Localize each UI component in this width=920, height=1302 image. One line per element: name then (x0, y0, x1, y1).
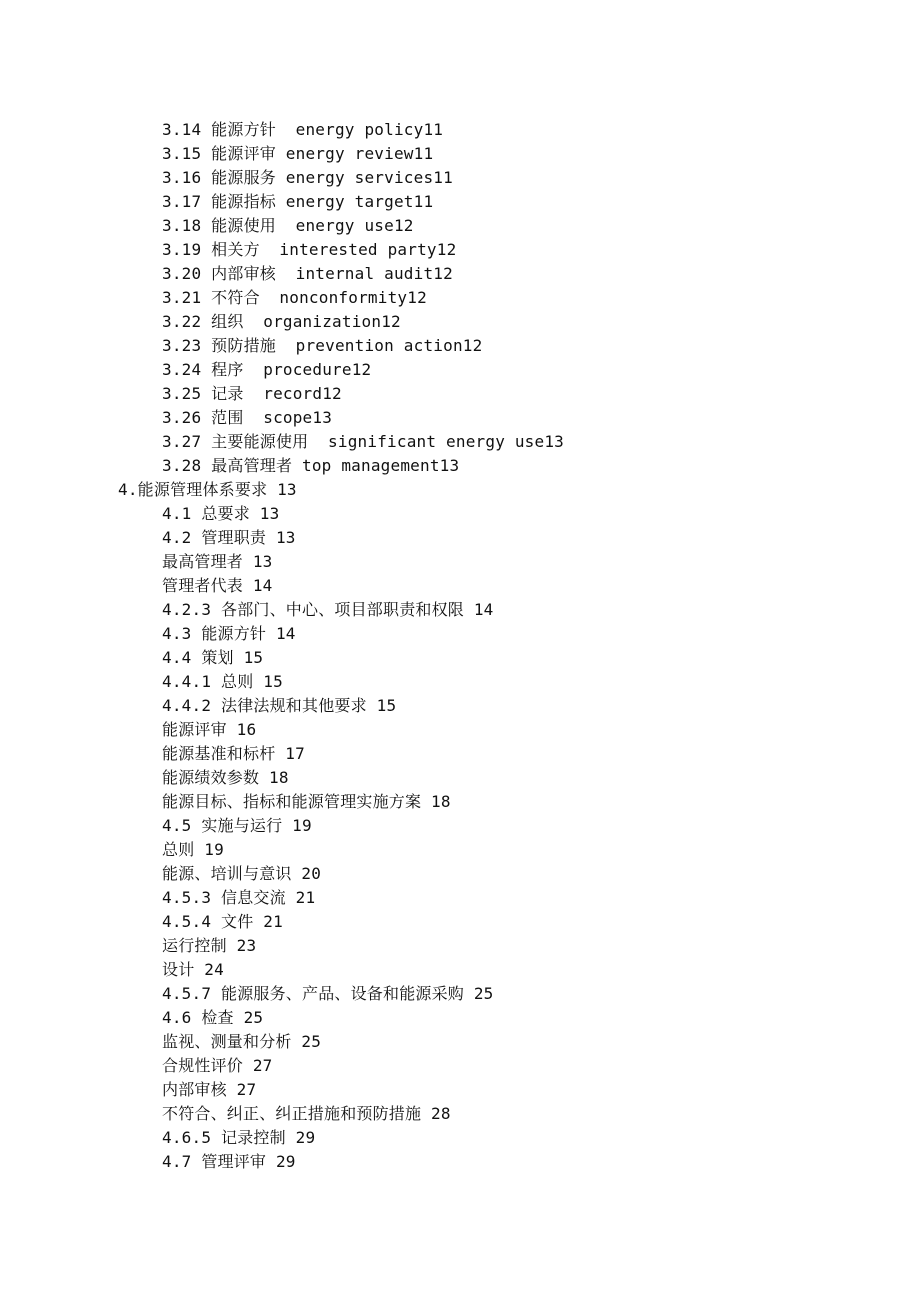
toc-chapter-entry: 4.能源管理体系要求 13 (118, 480, 297, 499)
toc-entry: 3.25 记录 record12 (162, 384, 342, 403)
toc-entry: 3.23 预防措施 prevention action12 (162, 336, 483, 355)
toc-entry: 4.5.7 能源服务、产品、设备和能源采购 25 (162, 984, 494, 1003)
toc-entry: 3.18 能源使用 energy use12 (162, 216, 414, 235)
toc-entry: 4.5.3 信息交流 21 (162, 888, 316, 907)
toc-entry: 4.5 实施与运行 19 (162, 816, 312, 835)
toc-entry: 4.4.1 总则 15 (162, 672, 283, 691)
toc-entry: 能源评审 16 (162, 720, 257, 739)
toc-entry: 3.19 相关方 interested party12 (162, 240, 457, 259)
toc-entry: 3.15 能源评审 energy review11 (162, 144, 434, 163)
toc-entry: 4.2.3 各部门、中心、项目部职责和权限 14 (162, 600, 494, 619)
toc-entry: 运行控制 23 (162, 936, 257, 955)
toc-entry: 4.1 总要求 13 (162, 504, 280, 523)
toc-entry: 3.26 范围 scope13 (162, 408, 333, 427)
toc-entry: 4.4.2 法律法规和其他要求 15 (162, 696, 397, 715)
toc-entry: 3.28 最高管理者 top management13 (162, 456, 460, 475)
toc-entry: 3.22 组织 organization12 (162, 312, 401, 331)
toc-entry: 监视、测量和分析 25 (162, 1032, 322, 1051)
toc-entry: 4.5.4 文件 21 (162, 912, 283, 931)
toc-entry: 3.16 能源服务 energy services11 (162, 168, 453, 187)
toc-entry: 3.17 能源指标 energy target11 (162, 192, 434, 211)
toc-entry: 能源基准和标杆 17 (162, 744, 305, 763)
toc-entry: 4.7 管理评审 29 (162, 1152, 296, 1171)
toc-entry: 总则 19 (162, 840, 224, 859)
toc-entry: 能源绩效参数 18 (162, 768, 289, 787)
toc-entry: 3.14 能源方针 energy policy11 (162, 120, 444, 139)
toc-entry: 4.3 能源方针 14 (162, 624, 296, 643)
toc-entry: 4.6.5 记录控制 29 (162, 1128, 316, 1147)
toc-entry: 内部审核 27 (162, 1080, 257, 1099)
toc-entry: 3.27 主要能源使用 significant energy use13 (162, 432, 565, 451)
toc-entry: 4.6 检查 25 (162, 1008, 264, 1027)
toc-entry: 不符合、纠正、纠正措施和预防措施 28 (162, 1104, 451, 1123)
toc-entry: 能源、培训与意识 20 (162, 864, 322, 883)
table-of-contents (0, 118, 920, 1174)
toc-entry: 4.2 管理职责 13 (162, 528, 296, 547)
toc-entry: 管理者代表 14 (162, 576, 273, 595)
toc-entry: 最高管理者 13 (162, 552, 273, 571)
toc-entry: 能源目标、指标和能源管理实施方案 18 (162, 792, 451, 811)
toc-entry: 4.4 策划 15 (162, 648, 264, 667)
toc-entry: 3.24 程序 procedure12 (162, 360, 372, 379)
toc-entry: 3.21 不符合 nonconformity12 (162, 288, 427, 307)
toc-entry: 3.20 内部审核 internal audit12 (162, 264, 453, 283)
toc-entry: 设计 24 (162, 960, 224, 979)
toc-entry: 合规性评价 27 (162, 1056, 273, 1075)
